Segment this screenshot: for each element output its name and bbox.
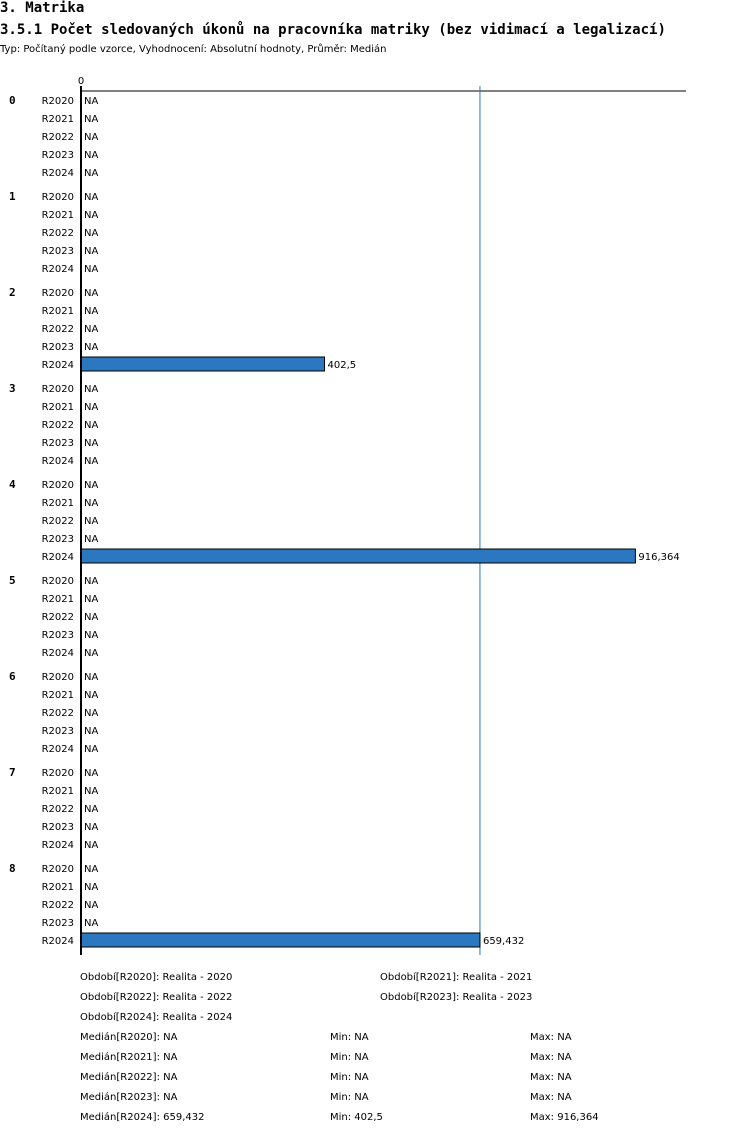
period-label: R2024 [41, 360, 74, 371]
period-label: R2020 [41, 576, 74, 587]
period-label: R2020 [41, 480, 74, 491]
stat-median-r2022: Medián[R2022]: NA [80, 1072, 178, 1083]
x-tick-label: 0 [77, 76, 85, 87]
stat-max-r2023: Max: NA [530, 1092, 572, 1103]
value-label: NA [84, 918, 99, 929]
period-label: R2021 [41, 210, 74, 221]
period-label: R2022 [41, 420, 74, 431]
value-label: NA [84, 516, 99, 527]
value-label: NA [84, 132, 99, 143]
legend-period-r2022: Období[R2022]: Realita - 2022 [80, 992, 233, 1003]
value-label: NA [84, 306, 99, 317]
period-label: R2023 [41, 246, 74, 257]
stat-median-r2020: Medián[R2020]: NA [80, 1032, 178, 1043]
period-label: R2020 [41, 384, 74, 395]
period-label: R2022 [41, 132, 74, 143]
period-label: R2021 [41, 306, 74, 317]
period-label: R2020 [41, 192, 74, 203]
bar [81, 357, 325, 371]
value-label: NA [84, 612, 99, 623]
period-label: R2024 [41, 264, 74, 275]
period-label: R2021 [41, 114, 74, 125]
group-label: 8 [9, 862, 16, 875]
legend-period-r2024: Období[R2024]: Realita - 2024 [80, 1012, 233, 1023]
period-label: R2022 [41, 900, 74, 911]
period-label: R2022 [41, 612, 74, 623]
value-label: NA [84, 324, 99, 335]
period-label: R2022 [41, 804, 74, 815]
stat-max-r2024: Max: 916,364 [530, 1112, 599, 1123]
bar [81, 549, 635, 563]
period-label: R2024 [41, 936, 74, 947]
value-label: NA [84, 384, 99, 395]
value-label: NA [84, 726, 99, 737]
value-label: NA [84, 96, 99, 107]
value-label: NA [84, 864, 99, 875]
period-label: R2020 [41, 288, 74, 299]
period-label: R2020 [41, 672, 74, 683]
value-label: NA [84, 420, 99, 431]
section-title: 3. Matrika [0, 0, 85, 16]
period-label: R2023 [41, 918, 74, 929]
period-label: R2024 [41, 648, 74, 659]
group-label: 0 [9, 94, 16, 107]
stat-median-r2023: Medián[R2023]: NA [80, 1092, 178, 1103]
stat-max-r2022: Max: NA [530, 1072, 572, 1083]
value-label: NA [84, 246, 99, 257]
value-label: NA [84, 498, 99, 509]
value-label: NA [84, 786, 99, 797]
value-label: NA [84, 690, 99, 701]
value-label: NA [84, 480, 99, 491]
period-label: R2024 [41, 168, 74, 179]
period-label: R2023 [41, 438, 74, 449]
period-label: R2024 [41, 456, 74, 467]
period-label: R2023 [41, 726, 74, 737]
value-label: NA [84, 672, 99, 683]
period-label: R2024 [41, 744, 74, 755]
value-label: 402,5 [327, 360, 357, 371]
group-label: 5 [9, 574, 16, 587]
value-label: NA [84, 768, 99, 779]
value-label: NA [84, 114, 99, 125]
value-label: NA [84, 882, 99, 893]
group-label: 1 [9, 190, 16, 203]
period-label: R2020 [41, 768, 74, 779]
period-label: R2020 [41, 96, 74, 107]
period-label: R2021 [41, 498, 74, 509]
value-label: NA [84, 822, 99, 833]
chart-subtitle: Typ: Počítaný podle vzorce, Vyhodnocení: Absolutní hodnoty, Průměr: Medián [0, 44, 387, 55]
period-label: R2021 [41, 594, 74, 605]
value-label: NA [84, 168, 99, 179]
value-label: NA [84, 402, 99, 413]
value-label: NA [84, 210, 99, 221]
value-label: NA [84, 648, 99, 659]
period-label: R2021 [41, 402, 74, 413]
value-label: NA [84, 900, 99, 911]
value-label: NA [84, 630, 99, 641]
bar [81, 933, 480, 947]
period-label: R2024 [41, 552, 74, 563]
group-label: 2 [9, 286, 16, 299]
legend-period-r2020: Období[R2020]: Realita - 2020 [80, 972, 233, 983]
legend-period-r2023: Období[R2023]: Realita - 2023 [380, 992, 533, 1003]
value-label: NA [84, 264, 99, 275]
value-label: NA [84, 456, 99, 467]
group-label: 3 [9, 382, 16, 395]
group-label: 6 [9, 670, 16, 683]
stat-min-r2022: Min: NA [330, 1072, 369, 1083]
stat-median-r2021: Medián[R2021]: NA [80, 1052, 178, 1063]
group-label: 7 [9, 766, 16, 779]
stat-min-r2021: Min: NA [330, 1052, 369, 1063]
value-label: NA [84, 150, 99, 161]
stat-max-r2021: Max: NA [530, 1052, 572, 1063]
value-label: NA [84, 744, 99, 755]
period-label: R2023 [41, 534, 74, 545]
period-label: R2022 [41, 324, 74, 335]
value-label: NA [84, 804, 99, 815]
stat-min-r2024: Min: 402,5 [330, 1112, 383, 1123]
value-label: 659,432 [482, 936, 525, 947]
period-label: R2022 [41, 516, 74, 527]
value-label: NA [84, 708, 99, 719]
value-label: NA [84, 192, 99, 203]
stat-min-r2023: Min: NA [330, 1092, 369, 1103]
bar-chart [0, 70, 750, 960]
legend-period-r2021: Období[R2021]: Realita - 2021 [380, 972, 533, 983]
period-label: R2021 [41, 882, 74, 893]
value-label: 916,364 [638, 552, 680, 563]
period-label: R2022 [41, 708, 74, 719]
period-label: R2020 [41, 864, 74, 875]
chart-title: 3.5.1 Počet sledovaných úkonů na pracovníka matriky (bez vidimací a legalizací) [0, 22, 666, 38]
value-label: NA [84, 534, 99, 545]
value-label: NA [84, 840, 99, 851]
period-label: R2024 [41, 840, 74, 851]
group-label: 4 [9, 478, 16, 491]
stat-min-r2020: Min: NA [330, 1032, 369, 1043]
value-label: NA [84, 594, 99, 605]
value-label: NA [84, 288, 99, 299]
value-label: NA [84, 576, 99, 587]
value-label: NA [84, 228, 99, 239]
stat-max-r2020: Max: NA [530, 1032, 572, 1043]
stat-median-r2024: Medián[R2024]: 659,432 [80, 1112, 205, 1123]
value-label: NA [84, 342, 99, 353]
period-label: R2022 [41, 228, 74, 239]
period-label: R2023 [41, 630, 74, 641]
period-label: R2021 [41, 786, 74, 797]
period-label: R2023 [41, 150, 74, 161]
period-label: R2023 [41, 342, 74, 353]
period-label: R2021 [41, 690, 74, 701]
period-label: R2023 [41, 822, 74, 833]
value-label: NA [84, 438, 99, 449]
